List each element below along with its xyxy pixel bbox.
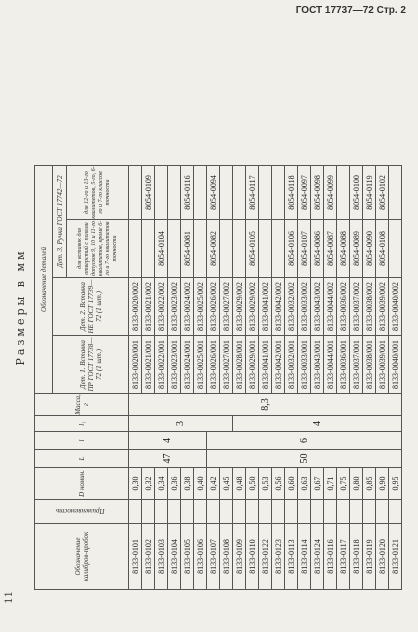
table-cell: 0,85: [363, 468, 376, 500]
table-cell: 8054-0108: [376, 220, 389, 278]
table-row: [363, 166, 376, 590]
table-cell: 8054-0116: [181, 166, 194, 220]
table-cell: [155, 166, 168, 220]
table-cell: 8054-0106: [285, 220, 298, 278]
table-cell: 8133-0037/001: [350, 336, 363, 394]
table-row: [142, 166, 155, 590]
table-cell: [389, 166, 402, 220]
table-row: [337, 166, 350, 590]
table-cell: [272, 220, 285, 278]
col-part1: Дет. 1. Вставка ПР ГОСТ 17738—72 (1 шт.): [53, 336, 129, 394]
table-cell: 8133-0029/002: [246, 278, 259, 336]
table-cell: 0,42: [207, 468, 220, 500]
table-cell: 8133-0113: [285, 524, 298, 590]
table-cell: 8133-0041/001: [259, 336, 272, 394]
table-cell: 8133-0023/002: [168, 278, 181, 336]
dimensions-table: [34, 165, 402, 590]
table-cell: 8133-0029/002: [233, 278, 246, 336]
table-cell: 8133-0039/001: [376, 336, 389, 394]
table-cell: [129, 220, 142, 278]
table-cell: [246, 500, 259, 524]
page-header: [296, 5, 406, 16]
table-cell: 8133-0124: [311, 524, 324, 590]
table-row: [194, 166, 207, 590]
table-cell: [337, 166, 350, 220]
table-cell: 8133-0026/002: [207, 278, 220, 336]
table-cell: 8054-0089: [350, 220, 363, 278]
table-cell: 0,80: [350, 468, 363, 500]
table-cell: [168, 500, 181, 524]
table-cell: 8133-0038/001: [363, 336, 376, 394]
table-cell: 0,34: [155, 468, 168, 500]
table-row: [155, 166, 168, 590]
table-cell: [220, 166, 233, 220]
col-L: L: [35, 450, 129, 468]
col-part3-group: Дет. 3. Ручка ГОСТ 17742—72: [53, 166, 67, 278]
table-row: [168, 166, 181, 590]
table-cell: [181, 500, 194, 524]
table-cell: 0,36: [168, 468, 181, 500]
table-row: [285, 166, 298, 590]
table-cell: [324, 500, 337, 524]
table-cell: [142, 500, 155, 524]
table-cell: [259, 166, 272, 220]
page-number: 11: [4, 591, 15, 604]
table-cell: 8133-0042/001: [272, 336, 285, 394]
table-cell: 0,95: [389, 468, 402, 500]
table-cell: 8133-0117: [337, 524, 350, 590]
table-cell: 0,32: [142, 468, 155, 500]
table-cell: 8054-0099: [324, 166, 337, 220]
col-part3a: для вставок для отверстий с полями допусков 9, 10 и 11-го квалитетов, кроме 6-го и 7-го квалитетов точности: [67, 220, 129, 278]
cell-mass: 8,3: [129, 394, 402, 416]
rotated-table-area: [12, 24, 406, 590]
table-cell: 8133-0041/002: [259, 278, 272, 336]
table-cell: 8054-0105: [246, 220, 259, 278]
table-cell: 8054-0097: [298, 166, 311, 220]
col-l: l: [35, 432, 129, 450]
table-cell: [168, 220, 181, 278]
table-cell: [311, 500, 324, 524]
table-cell: 8054-0109: [142, 166, 155, 220]
table-cell: 8133-0118: [350, 524, 363, 590]
table-cell: 8054-0118: [285, 166, 298, 220]
table-cell: 8133-0044/002: [324, 278, 337, 336]
table-cell: [272, 166, 285, 220]
table-row: [376, 166, 389, 590]
table-cell: 8054-0090: [363, 220, 376, 278]
table-cell: [194, 166, 207, 220]
table-cell: 0,67: [311, 468, 324, 500]
table-cell: 8133-0026/001: [207, 336, 220, 394]
table-cell: [259, 500, 272, 524]
table-cell: 8054-0104: [155, 220, 168, 278]
table-cell: 8133-0042/002: [272, 278, 285, 336]
table-cell: 0,71: [324, 468, 337, 500]
table-cell: 0,45: [220, 468, 233, 500]
table-cell: 8054-0119: [363, 166, 376, 220]
table-cell: [259, 220, 272, 278]
table-cell: 8133-0021/001: [142, 336, 155, 394]
table-row: [207, 166, 220, 590]
table-cell: [337, 500, 350, 524]
table-cell: [129, 500, 142, 524]
cell-L-50: 50: [207, 450, 402, 468]
table-cell: 0,75: [337, 468, 350, 500]
table-cell: 8133-0116: [324, 524, 337, 590]
table-row: [181, 166, 194, 590]
table-cell: [168, 166, 181, 220]
page-label: Стр. 2: [376, 5, 406, 16]
table-cell: 8054-0100: [350, 166, 363, 220]
col-D: D номин.: [35, 468, 129, 500]
table-cell: 8133-0027/001: [220, 336, 233, 394]
table-cell: 8133-0114: [298, 524, 311, 590]
table-cell: 8054-0082: [207, 220, 220, 278]
table-cell: 8133-0028/001: [233, 336, 246, 394]
table-cell: 8054-0088: [337, 220, 350, 278]
table-cell: [272, 500, 285, 524]
table-cell: 8133-0108: [220, 524, 233, 590]
table-cell: 8133-0101: [129, 524, 142, 590]
table-cell: 0,48: [233, 468, 246, 500]
table-cell: 8133-0025/001: [194, 336, 207, 394]
table-cell: 0,38: [181, 468, 194, 500]
table-cell: 8133-0020/002: [129, 278, 142, 336]
cell-L-47: 47: [129, 450, 207, 468]
table-cell: 0,50: [246, 468, 259, 500]
table-cell: 0,60: [285, 468, 298, 500]
table-cell: 8133-0032/001: [285, 336, 298, 394]
table-cell: 8133-0036/001: [337, 336, 350, 394]
table-cell: [285, 500, 298, 524]
standard-number: ГОСТ 17737—72: [295, 5, 374, 16]
table-cell: 8133-0103: [155, 524, 168, 590]
col-designation: Обозначение калибров-пробок: [35, 524, 129, 590]
table-row: [389, 166, 402, 590]
table-cell: 8133-0038/002: [363, 278, 376, 336]
table-cell: [363, 500, 376, 524]
table-cell: 8133-0020/001: [129, 336, 142, 394]
table-cell: [233, 220, 246, 278]
table-cell: 8133-0022/002: [155, 278, 168, 336]
table-row: [233, 166, 246, 590]
table-row: [129, 166, 142, 590]
table-cell: 8133-0119: [363, 524, 376, 590]
col-part2: Дет. 2. Вставка НЕ ГОСТ 17739—72 (1 шт.): [53, 278, 129, 336]
col-part3b: для 12-го и 13-го квалитетов, 5-го, 6-го и 7-го классов точности: [67, 166, 129, 220]
table-cell: 8133-0120: [376, 524, 389, 590]
table-cell: [220, 500, 233, 524]
table-cell: [350, 500, 363, 524]
table-cell: 8133-0036/002: [337, 278, 350, 336]
table-cell: 8133-0043/001: [311, 336, 324, 394]
table-cell: [129, 166, 142, 220]
table-cell: 0,30: [129, 468, 142, 500]
table-cell: 8133-0104: [168, 524, 181, 590]
table-cell: [220, 220, 233, 278]
table-cell: 8054-0094: [207, 166, 220, 220]
table-cell: 8133-0022/001: [155, 336, 168, 394]
table-cell: 0,63: [298, 468, 311, 500]
cell-l1-4: 4: [233, 416, 402, 432]
table-cell: 8133-0121: [389, 524, 402, 590]
table-cell: [233, 500, 246, 524]
table-cell: 8133-0043/002: [311, 278, 324, 336]
table-row: [324, 166, 337, 590]
table-cell: 8133-0039/002: [376, 278, 389, 336]
table-cell: 8054-0087: [324, 220, 337, 278]
table-cell: 8133-0037/002: [350, 278, 363, 336]
table-cell: 8133-0023/001: [168, 336, 181, 394]
table-cell: 8133-0105: [181, 524, 194, 590]
table-cell: [155, 500, 168, 524]
table-cell: 8133-0025/002: [194, 278, 207, 336]
table-cell: 8054-0107: [298, 220, 311, 278]
table-cell: 8133-0021/002: [142, 278, 155, 336]
table-cell: [233, 166, 246, 220]
table-cell: [389, 500, 402, 524]
cell-l1-3: 3: [129, 416, 233, 432]
table-row: [272, 166, 285, 590]
table-cell: 8054-0081: [181, 220, 194, 278]
table-cell: 0,90: [376, 468, 389, 500]
table-cell: [142, 220, 155, 278]
table-cell: 8133-0044/001: [324, 336, 337, 394]
table-cell: 8133-0102: [142, 524, 155, 590]
table-row: [311, 166, 324, 590]
table-cell: [194, 220, 207, 278]
table-row: [298, 166, 311, 590]
table-cell: 8133-0033/002: [298, 278, 311, 336]
table-cell: [207, 500, 220, 524]
table-row: [350, 166, 363, 590]
cell-l-6: 6: [207, 432, 402, 450]
table-cell: 8133-0040/002: [389, 278, 402, 336]
table-row: [246, 166, 259, 590]
table-cell: 8133-0109: [233, 524, 246, 590]
table-cell: 8133-0024/001: [181, 336, 194, 394]
table-cell: 8133-0106: [194, 524, 207, 590]
table-cell: 8133-0033/001: [298, 336, 311, 394]
table-cell: 8133-0027/002: [220, 278, 233, 336]
col-mass: Масса, г: [35, 394, 129, 416]
col-l1: l₁: [35, 416, 129, 432]
table-cell: 8054-0086: [311, 220, 324, 278]
col-application: Применяемость: [35, 500, 129, 524]
table-cell: 0,40: [194, 468, 207, 500]
table-cell: 8133-0122: [259, 524, 272, 590]
table-cell: [376, 500, 389, 524]
table-title: Размеры в мм: [14, 248, 27, 366]
table-cell: 0,53: [259, 468, 272, 500]
table-cell: 8133-0040/001: [389, 336, 402, 394]
table-cell: 8133-0123: [272, 524, 285, 590]
table-cell: 8054-0098: [311, 166, 324, 220]
table-cell: [194, 500, 207, 524]
table-cell: 8054-0117: [246, 166, 259, 220]
table-row: [220, 166, 233, 590]
table-cell: [298, 500, 311, 524]
table-cell: 8133-0029/001: [246, 336, 259, 394]
table-cell: 8054-0102: [376, 166, 389, 220]
cell-l-4: 4: [129, 432, 207, 450]
table-cell: 8133-0024/002: [181, 278, 194, 336]
table-cell: 8133-0107: [207, 524, 220, 590]
table-cell: 8133-0110: [246, 524, 259, 590]
table-row: [259, 166, 272, 590]
table-cell: [389, 220, 402, 278]
table-cell: 8133-0032/002: [285, 278, 298, 336]
table-cell: 0,56: [272, 468, 285, 500]
col-group-parts: Обозначение деталей: [35, 166, 53, 394]
